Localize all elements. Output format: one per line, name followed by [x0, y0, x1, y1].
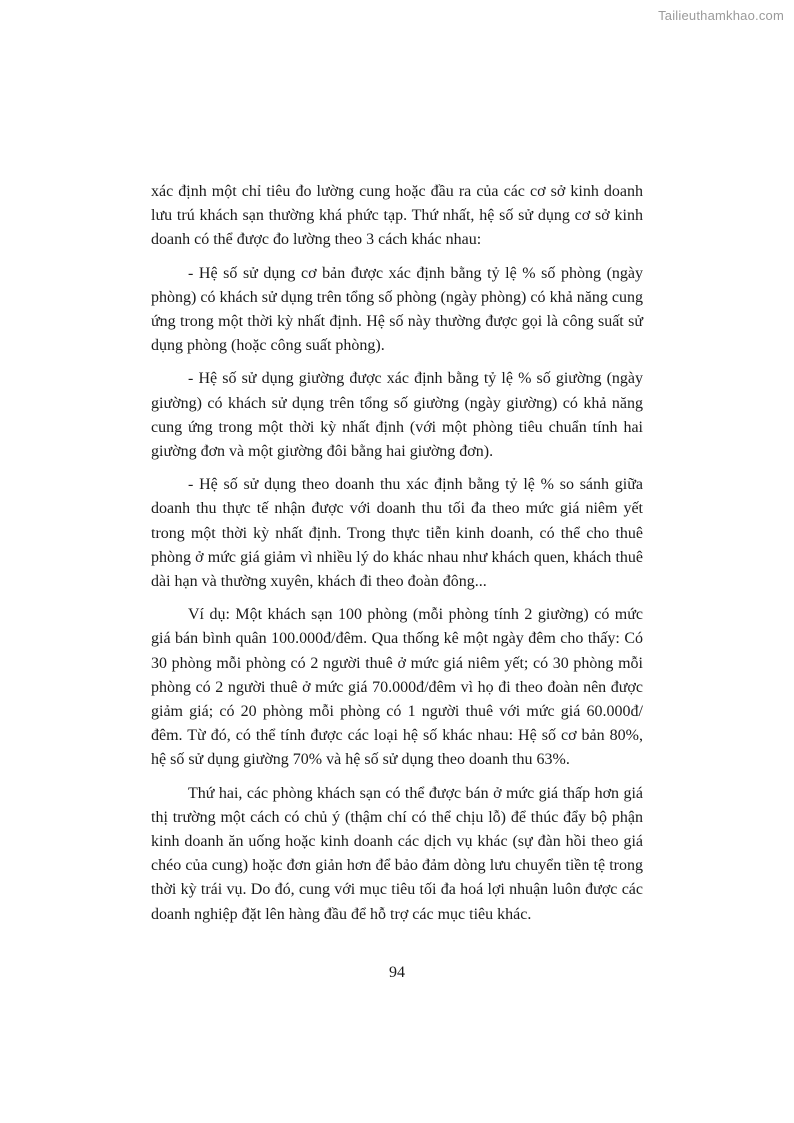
paragraph-bed-coefficient: - Hệ số sử dụng giường được xác định bằng tỷ lệ % số giường (ngày giường) có khách sử dụng trên tổng số giường (ngày giường) có khả năng cung ứng trong một thời kỳ nhất định (với một phòng tiêu chuẩn tính hai giường đơn và một giường đôi bằng hai giường đơn).	[151, 370, 643, 461]
body-text	[151, 180, 643, 936]
paragraph-example: Ví dụ: Một khách sạn 100 phòng (mỗi phòng tính 2 giường) có mức giá bán bình quân 100.000đ/đêm. Qua thống kê một ngày đêm cho thấy: Có 30 phòng mỗi phòng có 2 người thuê ở mức giá niêm yết; có 30 phòng mỗi phòng có 2 người thuê ở mức giá 70.000đ/đêm vì họ đi theo đoàn nên được giảm giá; có 20 phòng mỗi phòng có 1 người thuê với mức giá 60.000đ/đêm. Từ đó, có thể tính được các loại hệ số khác nhau: Hệ số cơ bản 80%, hệ số sử dụng giường 70% và hệ số sử dụng theo doanh thu 63%.	[151, 606, 643, 769]
watermark: Tailieuthamkhao.com	[658, 8, 784, 23]
page-number	[0, 964, 794, 982]
page-number-value: 94	[389, 964, 405, 981]
paragraph-basic-coefficient: - Hệ số sử dụng cơ bản được xác định bằng tỷ lệ % số phòng (ngày phòng) có khách sử dụng trên tổng số phòng (ngày phòng) có khả năng cung ứng trong một thời kỳ nhất định. Hệ số này thường được gọi là công suất sử dụng phòng (hoặc công suất phòng).	[151, 264, 643, 355]
paragraph-second-point: Thứ hai, các phòng khách sạn có thể được bán ở mức giá thấp hơn giá thị trường một cách có chủ ý (thậm chí có thể chịu lỗ) để thúc đẩy bộ phận kinh doanh ăn uống hoặc kinh doanh các dịch vụ khác (sự đàn hồi theo giá chéo của cung) hoặc đơn giản hơn để bảo đảm dòng lưu chuyển tiền tệ trong thời kỳ trái vụ. Do đó, cung với mục tiêu tối đa hoá lợi nhuận luôn được các doanh nghiệp đặt lên hàng đầu để hỗ trợ các mục tiêu khác.	[151, 784, 643, 923]
paragraph-intro: xác định một chỉ tiêu đo lường cung hoặc đầu ra của các cơ sở kinh doanh lưu trú khách sạn thường khá phức tạp. Thứ nhất, hệ số sử dụng cơ sở kinh doanh có thể được đo lường theo 3 cách khác nhau:	[151, 183, 643, 249]
paragraph-revenue-coefficient: - Hệ số sử dụng theo doanh thu xác định bằng tỷ lệ % so sánh giữa doanh thu thực tế nhận được với doanh thu tối đa theo mức giá niêm yết trong một thời kỳ nhất định. Trong thực tiễn kinh doanh, có thể cho thuê phòng ở mức giá giảm vì nhiều lý do khác nhau như khách quen, khách thuê dài hạn và thường xuyên, khách đi theo đoàn đông...	[151, 476, 643, 591]
